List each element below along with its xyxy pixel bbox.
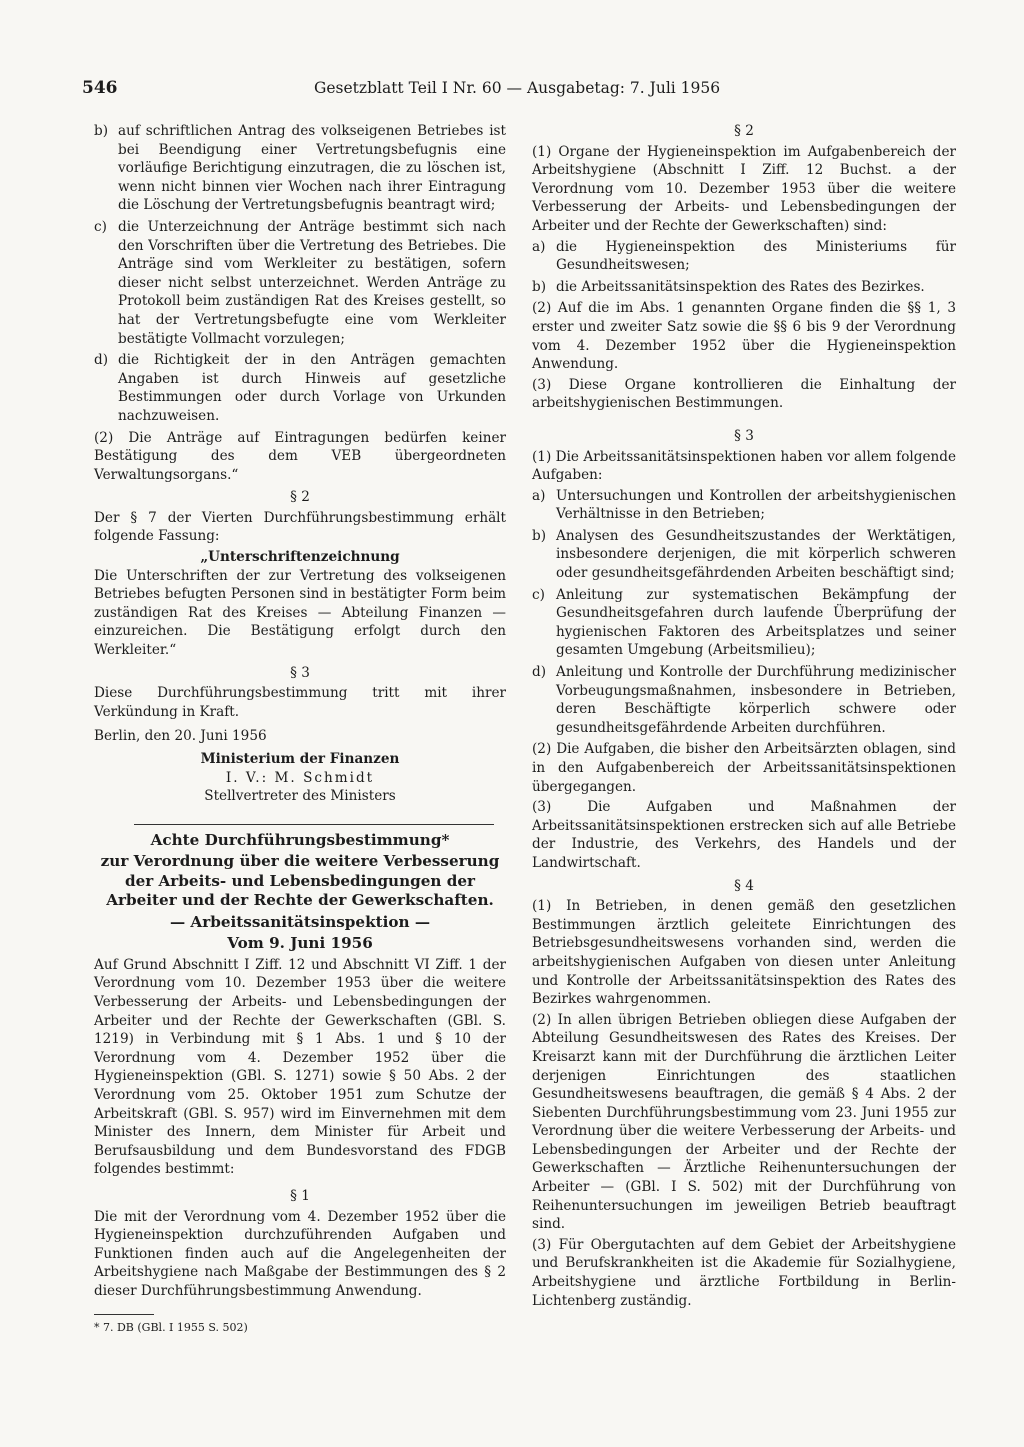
section-heading: § 1 (290, 1187, 310, 1204)
section-heading: § 2 (734, 123, 754, 139)
signer-role: Stellvertreter des Ministers (204, 788, 396, 805)
ministry-name: Ministerium der Finanzen (200, 751, 400, 767)
subheading: „Unterschriftenzeichnung (200, 549, 400, 566)
paragraph: (2) In allen übrigen Betrieben obliegen diese Aufgaben der Abteilung Gesundheitswesen des Rates des Kreises. Der Kreisarzt kann mit der Durchführung die ärztlichen Leiter derjenigen Einrichtungen des staatlichen Gesundheitswesens beauftragen, die gemäß § 4 Abs. 2 der Siebenten Durchführungsbestimmung vom 23. Juni 1955 zur Verordnung über die weitere Verbesserung der Arbeits- und Lebensbedingungen der Arbeiter und der Rechte der Gewerkschaften — Ärztliche Reihenuntersuchungen der Arbeiter — (GBl. I S. 502) mit der Durchführung von Reihenuntersuchungen im jeweiligen Betrieb beauftragt sind. (532, 1011, 956, 1233)
document-date: Vom 9. Juni 1956 (227, 934, 373, 953)
paragraph: Der § 7 der Vierten Durchführungsbestimmung erhält folgende Fassung: (94, 509, 506, 545)
paragraph: Die Unterschriften der zur Vertretung des volkseigenen Betriebes befugten Personen sind in bestätigter Form beim zuständigen Rat des Kreises — Abteilung Finanzen — einzureichen. Die Bestätigung erfolgt durch den Werkleiter.“ (94, 567, 506, 659)
preamble: Auf Grund Abschnitt I Ziff. 12 und Abschnitt VI Ziff. 1 der Verordnung vom 10. Dezember 1953 über die weitere Verbesserung der Arbeits- und Lebensbedingungen der Arbeiter und der Rechte der Gewerkschaften (GBl. S. 1219) in Verbindung mit § 1 Abs. 1 und § 10 der Verordnung vom 4. Dezember 1952 über die Hygieneinspektion (GBl. S. 1271) sowie § 50 Abs. 2 der Verordnung vom 25. Oktober 1951 zum Schutze der Arbeitskraft (GBl. S. 957) wird im Einvernehmen mit dem Minister des Innern, dem Minister für Arbeit und Berufsausbildung und dem Bundesvorstand des FDGB folgendes bestimmt: (94, 956, 506, 1178)
document-title: Achte Durchführungsbestimmung* (150, 830, 450, 849)
list-item: a) Untersuchungen und Kontrollen der arbeitshygienischen Verhältnisse in den Betrieben; (532, 487, 956, 523)
list-item: a) die Hygieneinspektion des Ministeriums für Gesundheitswesen; (532, 238, 956, 274)
list-item: c) die Unterzeichnung der Anträge bestimmt sich nach den Vorschriften über die Vertretung des Betriebes. Die Anträge sind vom Werkleiter zu bestätigen, sofern dieser nicht selbst unterzeichnet. Werden Anträge zu Protokoll beim zuständigen Rat des Kreises gestellt, so hat der Vertretungsbefugte eine vom Werkleiter bestätigte Vollmacht vorzulegen; (94, 218, 506, 347)
section-heading: § 3 (734, 427, 754, 444)
list-item: d) Anleitung und Kontrolle der Durchführung medizinischer Vorbeugungsmaßnahmen, insbesondere in Betrieben, deren Beschäftigte körperlich schwere oder gesundheitsgefährdende Arbeiten durchführen. (532, 664, 956, 736)
list-item: d) die Richtigkeit der in den Anträgen gemachten Angaben ist durch Hinweis auf gesetzliche Bestimmungen oder durch Vorlage von Urkunden nachzuweisen. (94, 352, 506, 424)
divider (134, 824, 494, 825)
paragraph: (2) Die Anträge auf Eintragungen bedürfen keiner Bestätigung des dem VEB übergeordneten Verwaltungsorgans.“ (94, 429, 506, 483)
document-subtitle: zur Verordnung über die weitere Verbesserung der Arbeits- und Lebensbedingungen der Arbeiter und der Rechte der Gewerkschaften. (100, 852, 500, 910)
header-title: Gesetzblatt Teil I Nr. 60 — Ausgabetag: 7. Juli 1956 (314, 79, 721, 97)
footnote-divider (94, 1314, 154, 1315)
paragraph: (3) Diese Organe kontrollieren die Einhaltung der arbeitshygienischen Bestimmungen. (532, 376, 956, 412)
section-heading: § 4 (734, 877, 754, 894)
list-item: b) die Arbeitssanitätsinspektion des Rates des Bezirkes. (532, 278, 925, 295)
list-item: b) Analysen des Gesundheitszustandes der Werktätigen, insbesondere derjenigen, die mit körperlich schweren oder gesundheitsgefährdenden Arbeiten beschäftigt sind; (532, 527, 956, 582)
section-heading: § 3 (290, 664, 310, 681)
paragraph: (2) Die Aufgaben, die bisher den Arbeitsärzten oblagen, sind in den Aufgabenbereich der Arbeitssanitätsinspektionen übergegangen. (532, 741, 956, 795)
list-item: c) Anleitung zur systematischen Bekämpfung der Gesundheitsgefahren durch laufende Überprüfung der hygienischen Faktoren des Arbeitsplatzes und seiner gesamten Umgebung (Arbeitsmilieu); (532, 586, 956, 659)
section-heading: § 2 (290, 489, 310, 506)
footnote: * 7. DB (GBl. I 1955 S. 502) (94, 1321, 248, 1335)
page-number: 546 (82, 78, 118, 98)
paragraph: (1) In Betrieben, in denen gemäß den gesetzlichen Bestimmungen ärztlich geleitete Einrichtungen des Betriebsgesundheitswesens vorhanden sind, werden die arbeitshygienischen Aufgaben von diesen unter Anleitung und Kontrolle der Arbeitssanitätsinspektion des Rates des Bezirkes wahrgenommen. (532, 898, 956, 1008)
paragraph: (1) Organe der Hygieneinspektion im Aufgabenbereich der Arbeitshygiene (Abschnitt I Ziff. 12 Buchst. a der Verordnung vom 10. Dezember 1953 über die weitere Verbesserung der Arbeits- und Lebensbedingungen der Arbeiter und der Rechte der Gewerkschaften) sind: (532, 143, 956, 234)
signer-name: I. V.: M. Schmidt (225, 769, 375, 786)
paragraph: (1) Die Arbeitssanitätsinspektionen haben vor allem folgende Aufgaben: (532, 448, 956, 484)
document-topic: — Arbeitssanitätsinspektion — (169, 912, 431, 931)
list-item: b) auf schriftlichen Antrag des volkseigenen Betriebes ist bei Beendigung einer Vertretungsbefugnis eine vorläufige Berichtigung einzutragen, die zu löschen ist, wenn nicht binnen vier Wochen nach ihrer Eintragung die Löschung der Vertretungsbefugnis beantragt wird; (94, 123, 506, 214)
paragraph: (3) Für Obergutachten auf dem Gebiet der Arbeitshygiene und Berufskrankheiten ist die Akademie für Sozialhygiene, Arbeitshygiene und ärztliche Fortbildung in Berlin-Lichtenberg zuständig. (532, 1236, 956, 1309)
paragraph: (3) Die Aufgaben und Maßnahmen der Arbeitssanitätsinspektionen erstrecken sich auf alle Betriebe der Industrie, des Verkehrs, des Handels und der Landwirtschaft. (532, 799, 956, 871)
place-date: Berlin, den 20. Juni 1956 (94, 728, 267, 745)
paragraph: (2) Auf die im Abs. 1 genannten Organe finden die §§ 1, 3 erster und zweiter Satz sowie die §§ 6 bis 9 der Verordnung vom 4. Dezember 1952 über die Hygieneinspektion Anwendung. (532, 300, 956, 373)
right-column (532, 122, 956, 1312)
paragraph: Diese Durchführungsbestimmung tritt mit ihrer Verkündung in Kraft. (94, 685, 506, 720)
paragraph: Die mit der Verordnung vom 4. Dezember 1952 über die Hygieneinspektion durchzuführenden Aufgaben und Funktionen finden auch auf die Angelegenheiten der Arbeitshygiene nach Maßgabe der Bestimmungen des § 2 dieser Durchführungsbestimmung Anwendung. (94, 1208, 506, 1299)
left-column (94, 122, 506, 1335)
